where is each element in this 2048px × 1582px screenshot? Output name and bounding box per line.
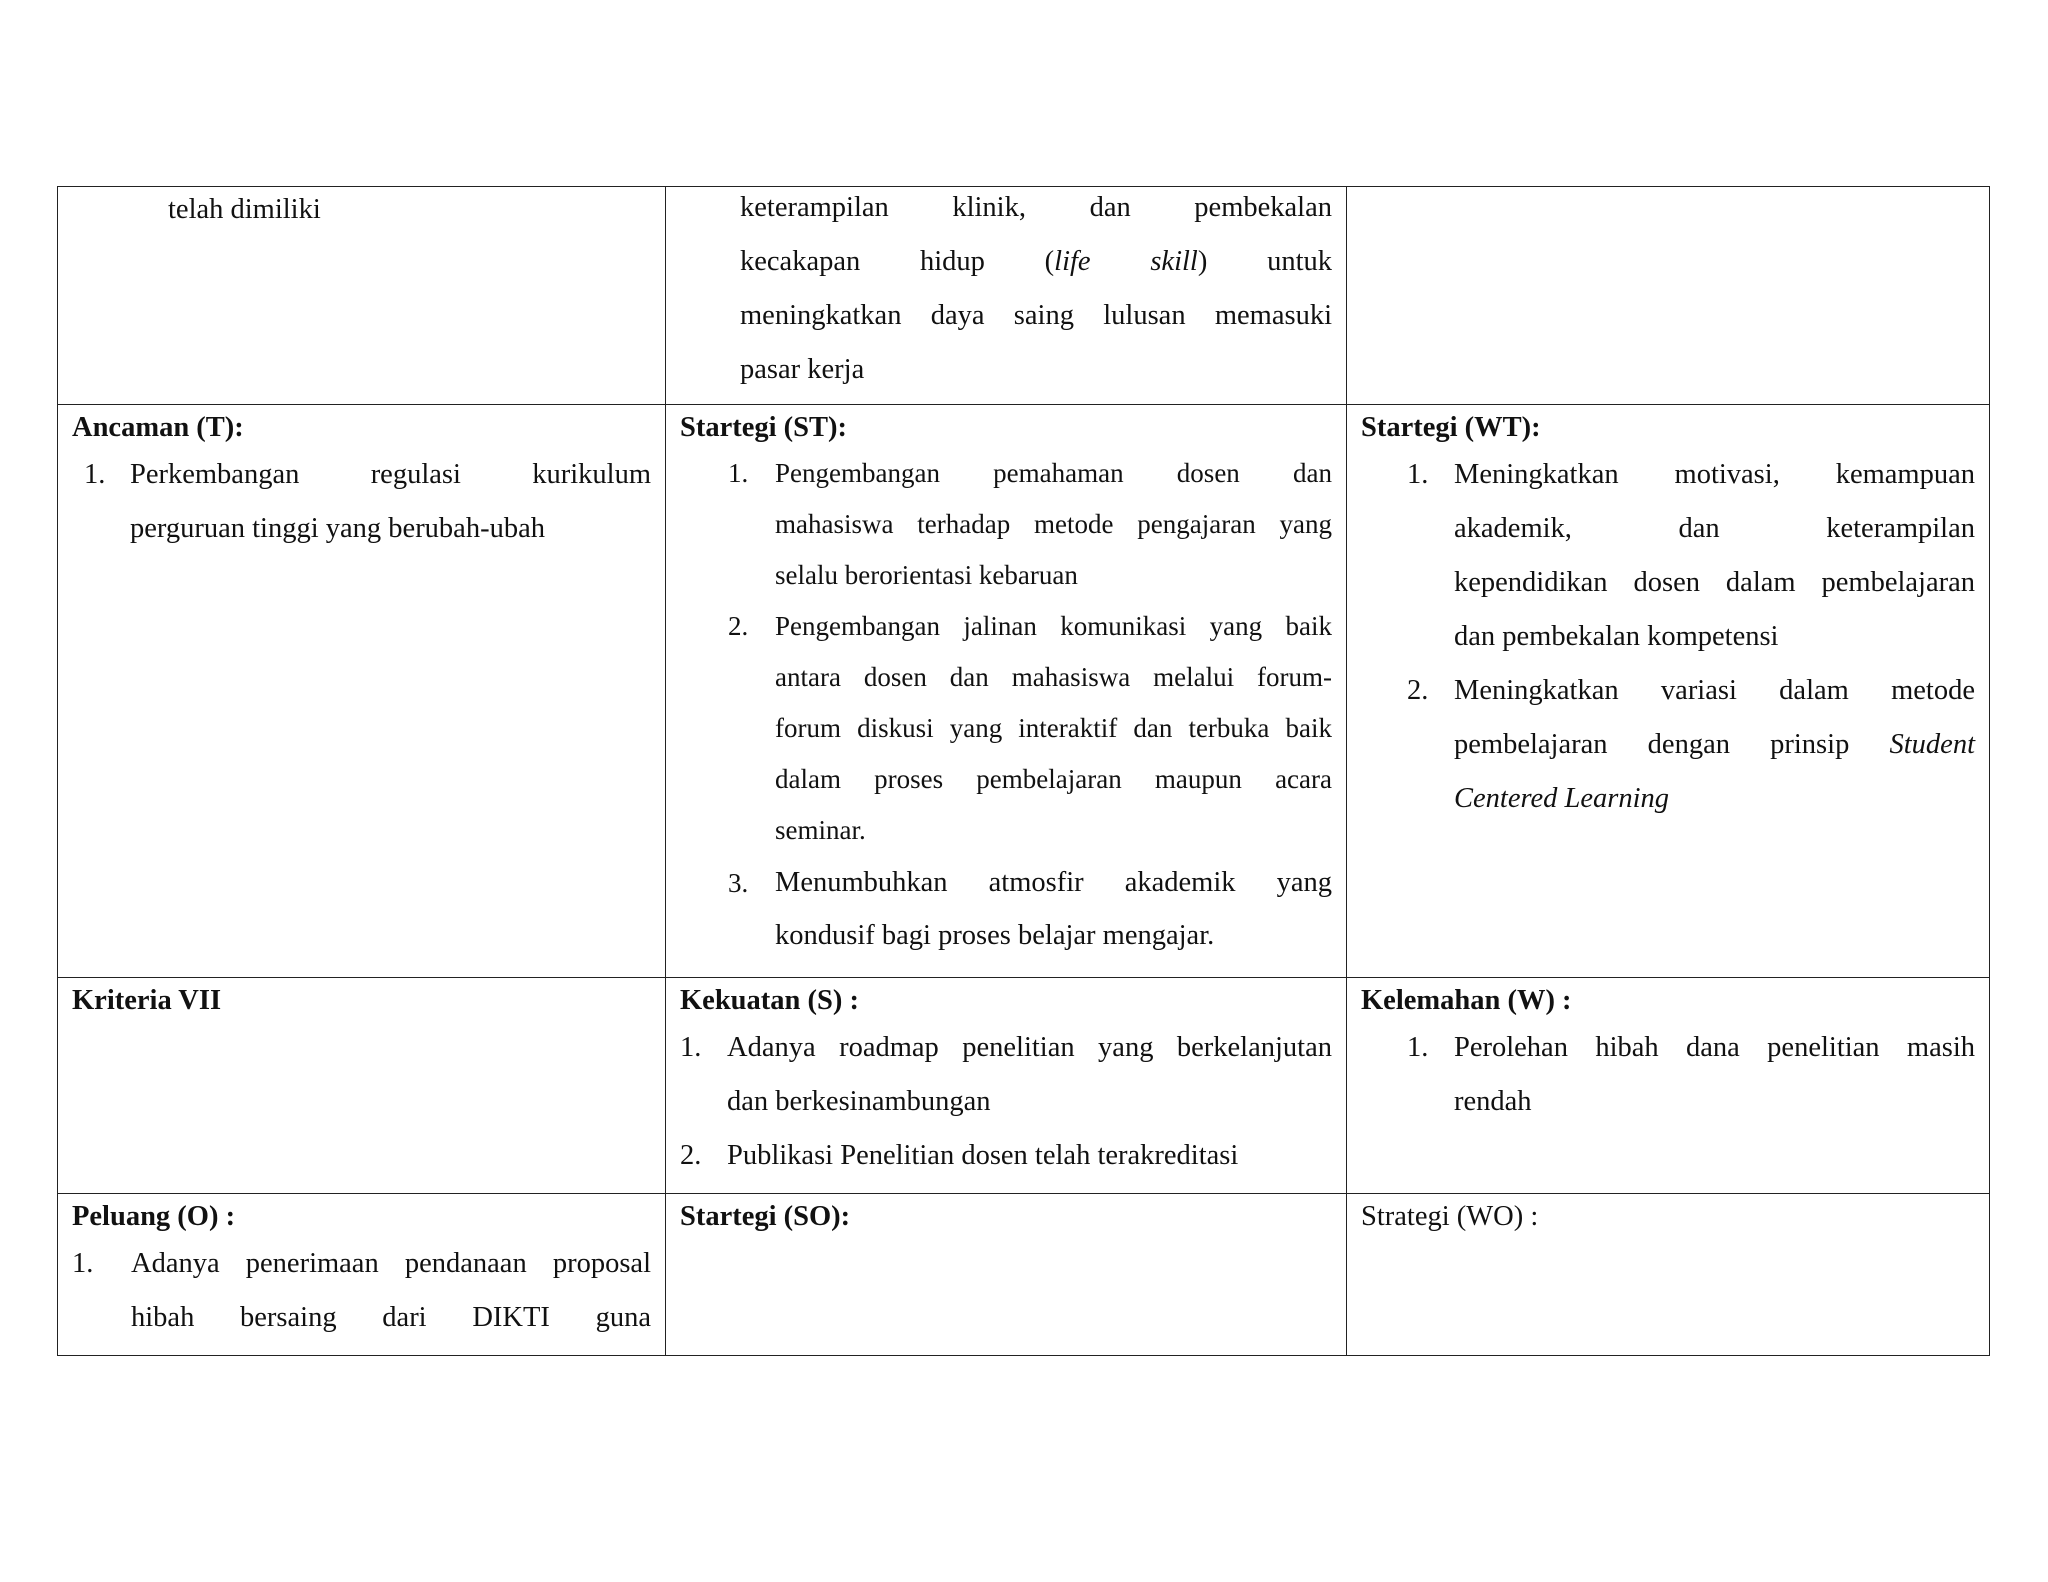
text-line [740,235,1332,289]
swot-table [57,186,1990,1356]
text-line: Adanya penerimaan pendanaan proposal [131,1248,651,1279]
text-line: mahasiswa terhadap metode pengajaran yang [775,509,1332,539]
text-line: dan berkesinambungan [727,1086,991,1117]
list-item [72,1237,651,1345]
text-line: dan pembekalan kompetensi [1454,621,1779,652]
list-item [1407,664,1975,826]
italic-text: Centered Learning [1454,783,1670,814]
text-line: Publikasi Penelitian dosen telah terakreditasi [727,1140,1239,1171]
text-line: forum diskusi yang interaktif dan terbuka baik [775,713,1332,743]
list-item [1407,1021,1975,1129]
text-line: perguruan tinggi yang berubah-ubah [130,513,545,544]
table-row [58,187,1990,405]
text-fragment: ) untuk [1197,246,1332,277]
list-item [1407,448,1975,664]
numbered-list [72,1237,651,1345]
table-cell [1347,1194,1990,1356]
text-line: rendah [1454,1086,1532,1117]
text-line: antara dosen dan mahasiswa melalui forum- [775,662,1332,692]
text-line: pasar kerja [740,354,865,385]
list-number: 2. [1407,675,1429,706]
table-row [58,1194,1990,1356]
list-number: 1. [680,1032,702,1063]
italic-text: life skill [1054,246,1198,277]
cell-heading: Kelemahan (W) : [1361,985,1572,1016]
text-fragment: pembelajaran dengan prinsip [1454,729,1850,760]
table-cell [666,405,1347,978]
table-cell [666,187,1347,405]
table-cell [58,405,666,978]
numbered-list [680,1021,1332,1183]
table-cell [1347,187,1990,405]
numbered-list [1361,1021,1975,1129]
text-line: kependidikan dosen dalam pembelajaran [1454,567,1975,598]
table-row [58,405,1990,978]
cell-heading: Startegi (SO): [680,1201,851,1232]
text-line: dalam proses pembelajaran maupun acara [775,764,1332,794]
list-number: 1. [84,459,106,490]
list-number: 2. [728,611,749,641]
text-line: Perkembangan regulasi kurikulum [130,459,651,490]
table-cell [1347,978,1990,1194]
numbered-list [680,448,1332,961]
text-line: Pengembangan jalinan komunikasi yang baik [775,611,1332,641]
text-line: Adanya roadmap penelitian yang berkelanjutan [727,1032,1332,1063]
cell-heading: Kekuatan (S) : [680,985,859,1016]
table-cell [58,978,666,1194]
cell-text: telah dimiliki [168,194,321,225]
list-item [680,1129,1332,1183]
text-line: Perolehan hibah dana penelitian masih [1454,1032,1975,1063]
cell-heading: Strategi (WO) : [1361,1201,1539,1232]
numbered-list [72,448,651,556]
list-number: 1. [72,1248,94,1279]
text-line: seminar. [775,815,866,845]
table-row [58,978,1990,1194]
table-cell [58,1194,666,1356]
cell-heading: Peluang (O) : [72,1201,236,1232]
text-line [1454,772,1975,826]
numbered-list [1361,448,1975,826]
text-line: akademik, dan keterampilan [1454,513,1975,544]
text-line: Pengembangan pemahaman dosen dan [775,458,1332,488]
list-number: 1. [1407,459,1429,490]
text-line: hibah bersaing dari DIKTI guna [131,1302,651,1333]
list-item [728,448,1332,601]
cell-heading: Kriteria VII [72,985,222,1016]
text-line: Meningkatkan variasi dalam metode [1454,675,1975,706]
text-line: meningkatkan daya saing lulusan memasuki [740,300,1332,331]
text-line: Meningkatkan motivasi, kemampuan [1454,459,1975,490]
table-cell [666,978,1347,1194]
text-line [1454,718,1975,772]
text-line: selalu berorientasi kebaruan [775,560,1078,590]
list-number: 1. [728,458,749,488]
table-cell [58,187,666,405]
cell-heading: Ancaman (T): [72,412,244,443]
cell-heading: Startegi (ST): [680,412,848,443]
italic-text: Student [1889,729,1976,760]
list-number: 2. [680,1140,702,1171]
text-fragment: kecakapan hidup ( [740,246,1055,277]
table-cell [666,1194,1347,1356]
text-line: Menumbuhkan atmosfir akademik yang [775,867,1332,898]
list-item [72,448,651,556]
text-line: keterampilan klinik, dan pembekalan [740,192,1332,223]
list-item [680,1021,1332,1129]
text-line: kondusif bagi proses belajar mengajar. [775,920,1215,951]
list-number: 1. [1407,1032,1429,1063]
list-item [728,601,1332,856]
cell-heading: Startegi (WT): [1361,412,1541,443]
list-number: 3. [728,868,749,898]
list-item [728,856,1332,961]
table-cell [1347,405,1990,978]
